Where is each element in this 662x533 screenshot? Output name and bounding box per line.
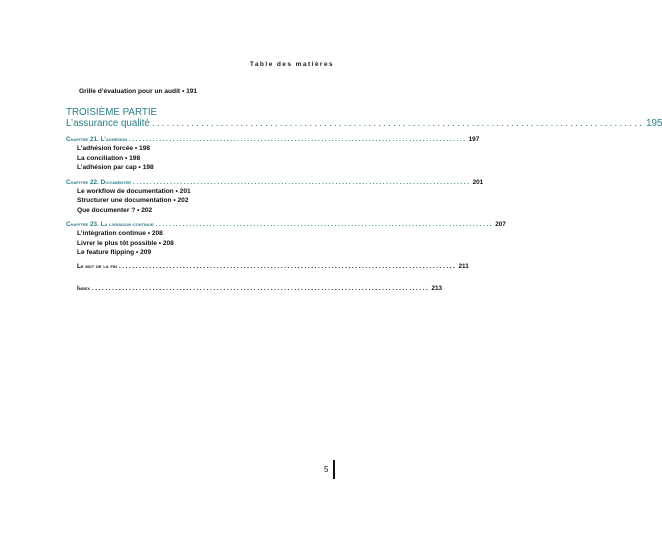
leader-dots: .................................................................................................... — [155, 221, 494, 228]
chapter-22-page: 201 — [472, 179, 484, 186]
running-header: Table des matières — [249, 61, 334, 68]
closing-word-page: 211 — [458, 263, 469, 270]
closing-word-row — [77, 263, 469, 270]
index-page: 213 — [431, 285, 443, 292]
chapter-23-row — [66, 221, 506, 228]
leader-dots: .................................................................................................... — [133, 179, 471, 186]
leader-dots: .................................................................................................... — [129, 136, 467, 143]
leader-dots: .................................................................................................... — [91, 285, 430, 292]
part-page: 195 — [646, 118, 662, 129]
toc-item: Livrer le plus tôt possible • 208 — [77, 240, 174, 247]
chapter-21-page: 197 — [468, 136, 480, 143]
chapter-23-page: 207 — [495, 221, 506, 228]
part-title-row — [66, 118, 662, 129]
toc-item: Que documenter ? • 202 — [77, 207, 153, 214]
toc-item: La conciliation • 198 — [77, 155, 141, 162]
chapter-21-title: Chapitre 21. L’adhésion — [66, 136, 128, 143]
toc-item: Le workflow de documentation • 201 — [77, 188, 191, 195]
index-row — [77, 285, 443, 292]
leader-dots: .................................................................................................... — [118, 263, 457, 270]
page-number-rule — [333, 460, 335, 479]
chapter-21-row — [66, 136, 480, 143]
chapter-22-row — [66, 179, 484, 186]
toc-item: L’intégration continue • 208 — [77, 230, 163, 237]
leader-dots: .................................................................................................... — [151, 118, 645, 129]
part-label: TROISIÈME PARTIE — [66, 107, 158, 118]
closing-word-title: Le mot de la fin — [77, 263, 117, 270]
toc-item: L’adhésion forcée • 198 — [77, 145, 151, 152]
chapter-22-title: Chapitre 22. Documenter — [66, 179, 131, 186]
toc-item: L’adhésion par cap • 198 — [77, 164, 154, 171]
toc-entry-audit-grid: Grille d’évaluation pour un audit • 191 — [79, 88, 198, 95]
index-title: Index — [77, 285, 90, 292]
chapter-23-title: Chapitre 23. La livraison continue — [66, 221, 154, 228]
part-title: L’assurance qualité — [66, 118, 150, 129]
toc-item: Le feature flipping • 209 — [77, 249, 152, 256]
page-number: 5 — [324, 465, 329, 474]
toc-item: Structurer une documentation • 202 — [77, 197, 189, 204]
